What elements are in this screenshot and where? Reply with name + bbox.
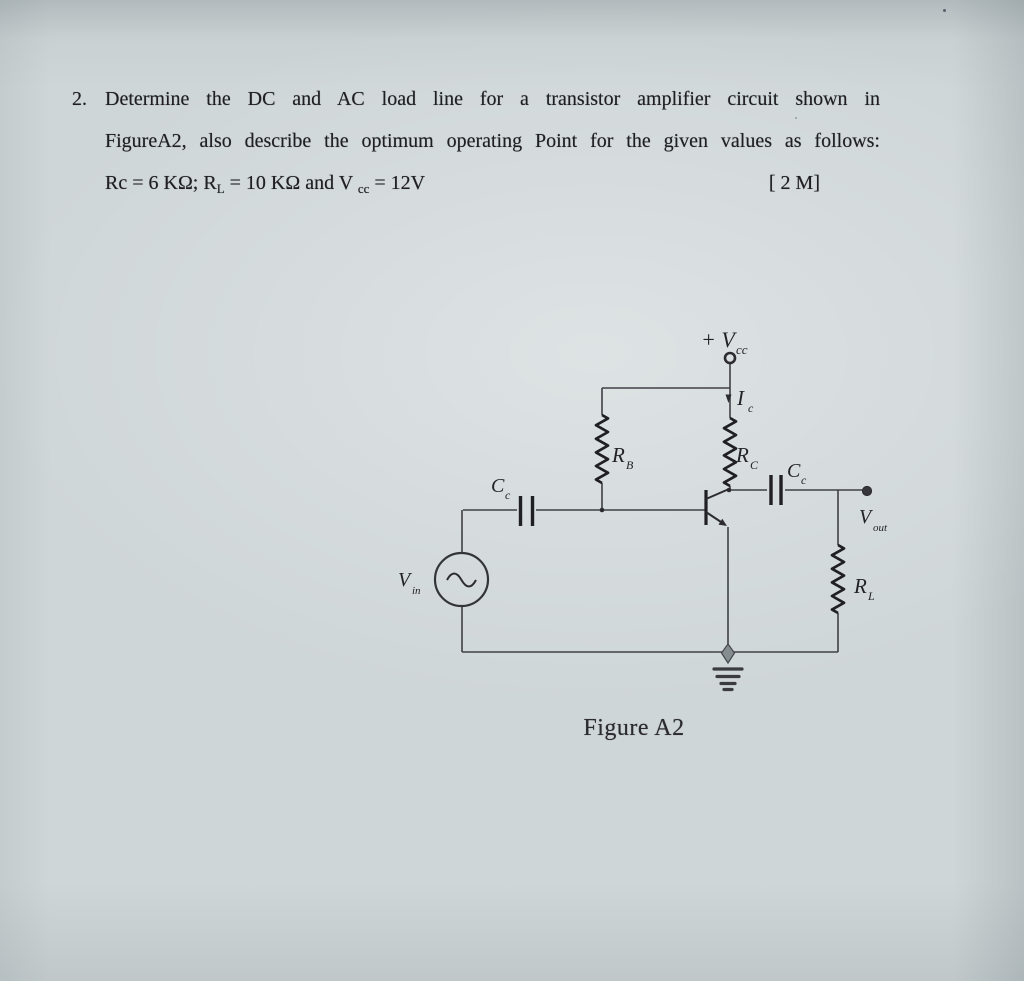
vout-label: V (859, 506, 872, 528)
ic-sub-label: c (748, 401, 754, 415)
paper-speck (943, 9, 946, 12)
sine-wave-icon (447, 574, 476, 587)
subscript-L: L (216, 181, 225, 196)
cc-out-label: C (787, 460, 801, 482)
paper-speck (795, 117, 797, 119)
circuit-figure (395, 310, 900, 710)
cc-in-label: C (491, 475, 505, 497)
given-values-text: Rc = 6 KΩ; $R_L = 10$ KΩ and V $_{cc}$ = 12V (105, 172, 426, 196)
emitter-arrow-icon (719, 519, 728, 526)
rl-label: R (854, 574, 867, 598)
ground-icon (714, 644, 742, 690)
figure-caption: Figure A2 (583, 715, 685, 741)
vcc-terminal (725, 353, 735, 363)
vout-terminal (862, 486, 871, 495)
vout-sub-label: out (873, 522, 888, 534)
question-line-1 (72, 87, 880, 112)
output-coupling-capacitor (771, 475, 781, 505)
cc-in-sub-label: c (505, 488, 511, 502)
transistor (706, 489, 729, 526)
vcc-sub-label: cc (736, 342, 748, 357)
rl-resistor (832, 545, 844, 613)
subscript-cc: cc (357, 181, 370, 196)
rc-label: R (736, 443, 749, 467)
cc-out-sub-label: c (801, 473, 807, 487)
collector-junction-dot (727, 488, 732, 493)
question-line-3 (105, 171, 880, 196)
question-number: 2. (72, 88, 87, 110)
rb-label: R (612, 443, 625, 467)
rb-resistor (596, 415, 608, 483)
question-line-1-text: Determine the DC and AC load line for a transistor amplifier circuit shown in (105, 88, 880, 110)
question-block (72, 87, 880, 213)
rb-sub-label: B (626, 458, 634, 472)
ac-source (435, 553, 488, 606)
marks-badge: [ 2 M] (768, 172, 820, 194)
rc-sub-label: C (750, 458, 759, 472)
base-junction-dot (600, 508, 605, 513)
question-line-2: FigureA2, also describe the optimum operating Point for the given values as follows: (105, 130, 880, 152)
ic-label: I (737, 386, 744, 410)
rl-sub-label: L (868, 589, 875, 603)
vcc-label: + V (701, 327, 735, 352)
rc-resistor (724, 418, 736, 486)
vin-sub-label: in (412, 585, 421, 597)
vin-label: V (398, 569, 411, 591)
input-coupling-capacitor (521, 496, 533, 526)
